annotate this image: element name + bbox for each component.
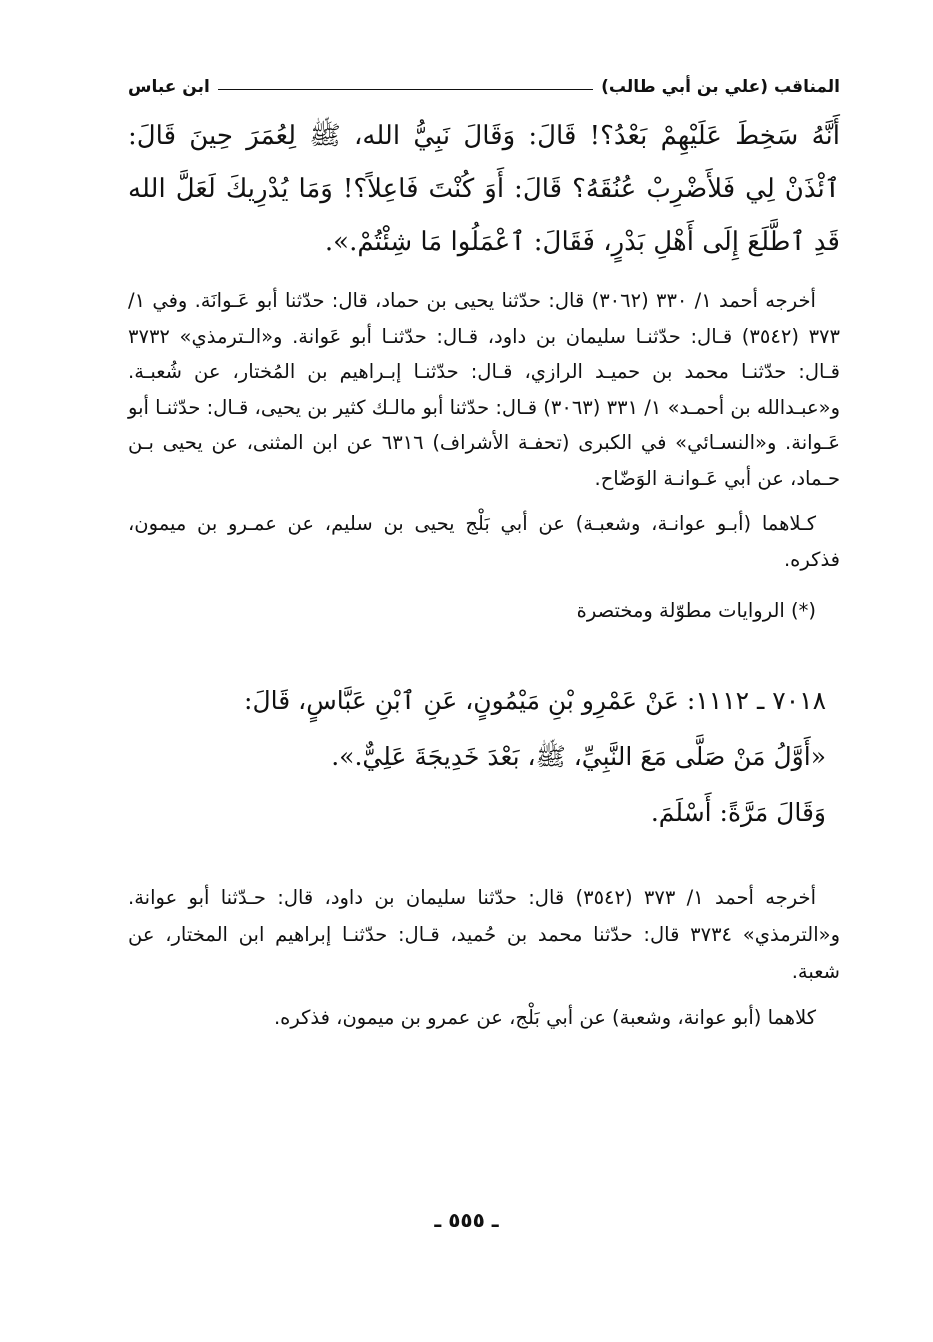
hadith-isnad: : عَنْ عَمْرِو بْنِ مَيْمُونٍ، عَنِ ٱبْنِ عَبَّاسٍ، قَالَ: bbox=[244, 686, 696, 715]
page-number: ـ ٥٥٥ ـ bbox=[434, 1208, 499, 1232]
hadith-common-link: كلاهما (أبو عوانة، وشعبة) عن أبي بَلْج، عن عمرو بن ميمون، فذكره. bbox=[273, 1006, 816, 1029]
hadith-variant: وَقَالَ مَرَّةً: أَسْلَمَ. bbox=[650, 798, 826, 827]
page-body bbox=[128, 70, 840, 1036]
hadith-heading bbox=[128, 673, 840, 729]
header-rule bbox=[218, 89, 593, 90]
chapter-title: ابن عباس bbox=[128, 77, 210, 97]
hadith-takhrij: أخرجه أحمد ١/ ٣٧٣ (٣٥٤٢) قال: حدّثنا سليمان بن داود، قال: حـدّثنا أبو عوانة. و«الترمذي» ٣٧٣٤ قال: حدّثنا محمد بن حُميد، قـال: حدّثنـا إبراهيم ابن المختار، عن شعبة. bbox=[128, 886, 840, 983]
section-note: (*) الروايات مطوّلة ومختصرة bbox=[576, 599, 816, 622]
previous-hadith-takhrij: أخرجه أحمد ١/ ٣٣٠ (٣٠٦٢) قال: حدّثنا يحيى بن حماد، قال: حدّثنا أبو عَـوانَة. وفي ١/ ٣٧٣ (٣٥٤٢) قـال: حدّثنـا سليمان بن داود، قـال: حدّثنـا أبو عَوانة. و«الـترمذي» ٣٧٣٢ قـال: حدّثنـا محمد بن حميـد الرازي، قـال: حدّثنـا إبـراهيم بن المُختار، عن شُعبـة. و«عبـدالله بن أحمـد» ١/ ٣٣١ (٣٠٦٣) قـال: حدّثنا أبو مالـك كثير بن يحيى، قـال: حدّثنـا أبو عَـوانة. و«النسـائي» في الكبرى (تحفـة الأشراف) ٦٣١٦ عن ابن المثنى، عن يحيى بـن حـماد، عن أبي عَـوانـة الوَضّاح. bbox=[128, 289, 840, 490]
previous-hadith-text: أَنَّهُ سَخِطَ عَلَيْهِمْ بَعْدُ؟! قَالَ: وَقَالَ نَبِيُّ الله، ﷺ لِعُمَرَ حِينَ قَالَ: ٱئْذَنْ لِي فَلأَضْرِبْ عُنُقَهُ؟ قَالَ: أَوَ كُنْتَ فَاعِلاً؟! وَمَا يُدْرِيكَ لَعَلَّ الله قَدِ ٱطَّلَعَ إِلَى أَهْلِ بَدْرٍ، فَقَالَ: ٱعْمَلُوا مَا شِئْتُمْ.». bbox=[128, 121, 840, 257]
hadith-number: ٧٠١٨ ـ ١١١٢ bbox=[695, 686, 826, 715]
hadith-text: «أَوَّلُ مَنْ صَلَّى مَعَ النَّبِيِّ، ﷺ، بَعْدَ خَدِيجَةَ عَلِيٌّ.». bbox=[331, 742, 826, 771]
running-head bbox=[128, 70, 840, 104]
book-title: المناقب (علي بن أبي طالب) bbox=[601, 77, 840, 97]
previous-hadith-common-link: كـلاهما (أبـو عوانـة، وشعبـة) عن أبي بَلْج يحيى بن سليم، عن عمـرو بن ميمون، فذكره. bbox=[128, 512, 840, 571]
